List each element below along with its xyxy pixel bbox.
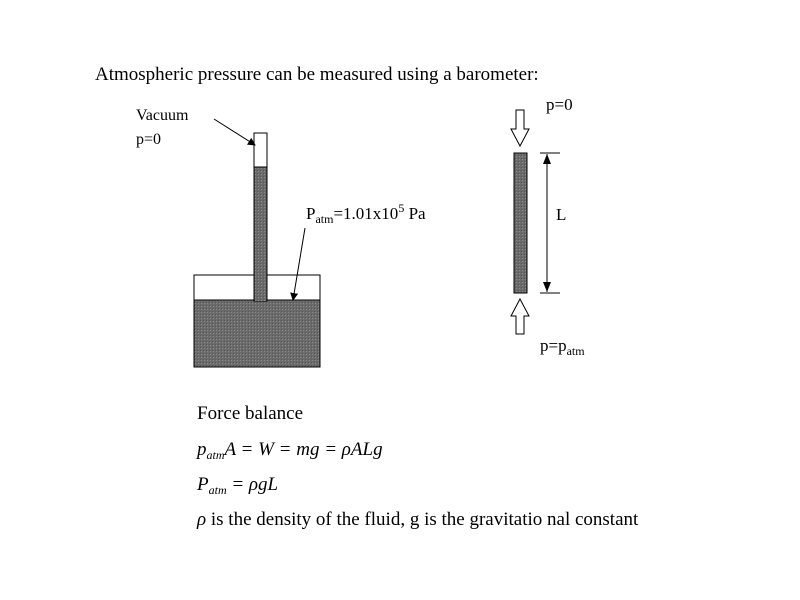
vacuum-label: Vacuum — [136, 107, 189, 124]
fluid-column-diagram — [511, 95, 585, 358]
reservoir-fluid — [194, 300, 320, 367]
length-label: L — [556, 205, 567, 224]
dimension-arrowhead-top — [543, 154, 551, 164]
dimension-arrowhead-bottom — [543, 282, 551, 292]
vacuum-pointer-arrow — [214, 119, 255, 145]
tube-fluid-column — [254, 167, 267, 301]
equation-patm: $P_{atm} = \rho gL$ — [197, 474, 279, 497]
vacuum-pressure-label: p=0 — [136, 131, 162, 148]
fluid-column — [514, 153, 527, 293]
barometer-diagram — [136, 107, 426, 367]
bottom-pressure-arrow-icon — [511, 299, 529, 334]
force-balance-title: Force balance — [197, 403, 304, 424]
patm-pointer-arrow — [293, 228, 305, 300]
top-pressure-arrow-icon — [511, 110, 529, 146]
force-balance-section — [195, 403, 639, 530]
patm-label: $P_{atm}=1.01x10^5$ Pa — [306, 201, 426, 226]
density-note: ρ is the density of the fluid, g is the gravitatio nal constant — [197, 509, 639, 530]
equation-force-balance: $p_{atm}A = W$ = mg = ρALg — [197, 439, 383, 462]
slide-heading: Atmospheric pressure can be measured using a barometer: — [95, 64, 539, 85]
column-top-pressure: p=0 — [546, 95, 573, 114]
column-bottom-pressure: $p=p_{atm}$ — [540, 336, 585, 358]
